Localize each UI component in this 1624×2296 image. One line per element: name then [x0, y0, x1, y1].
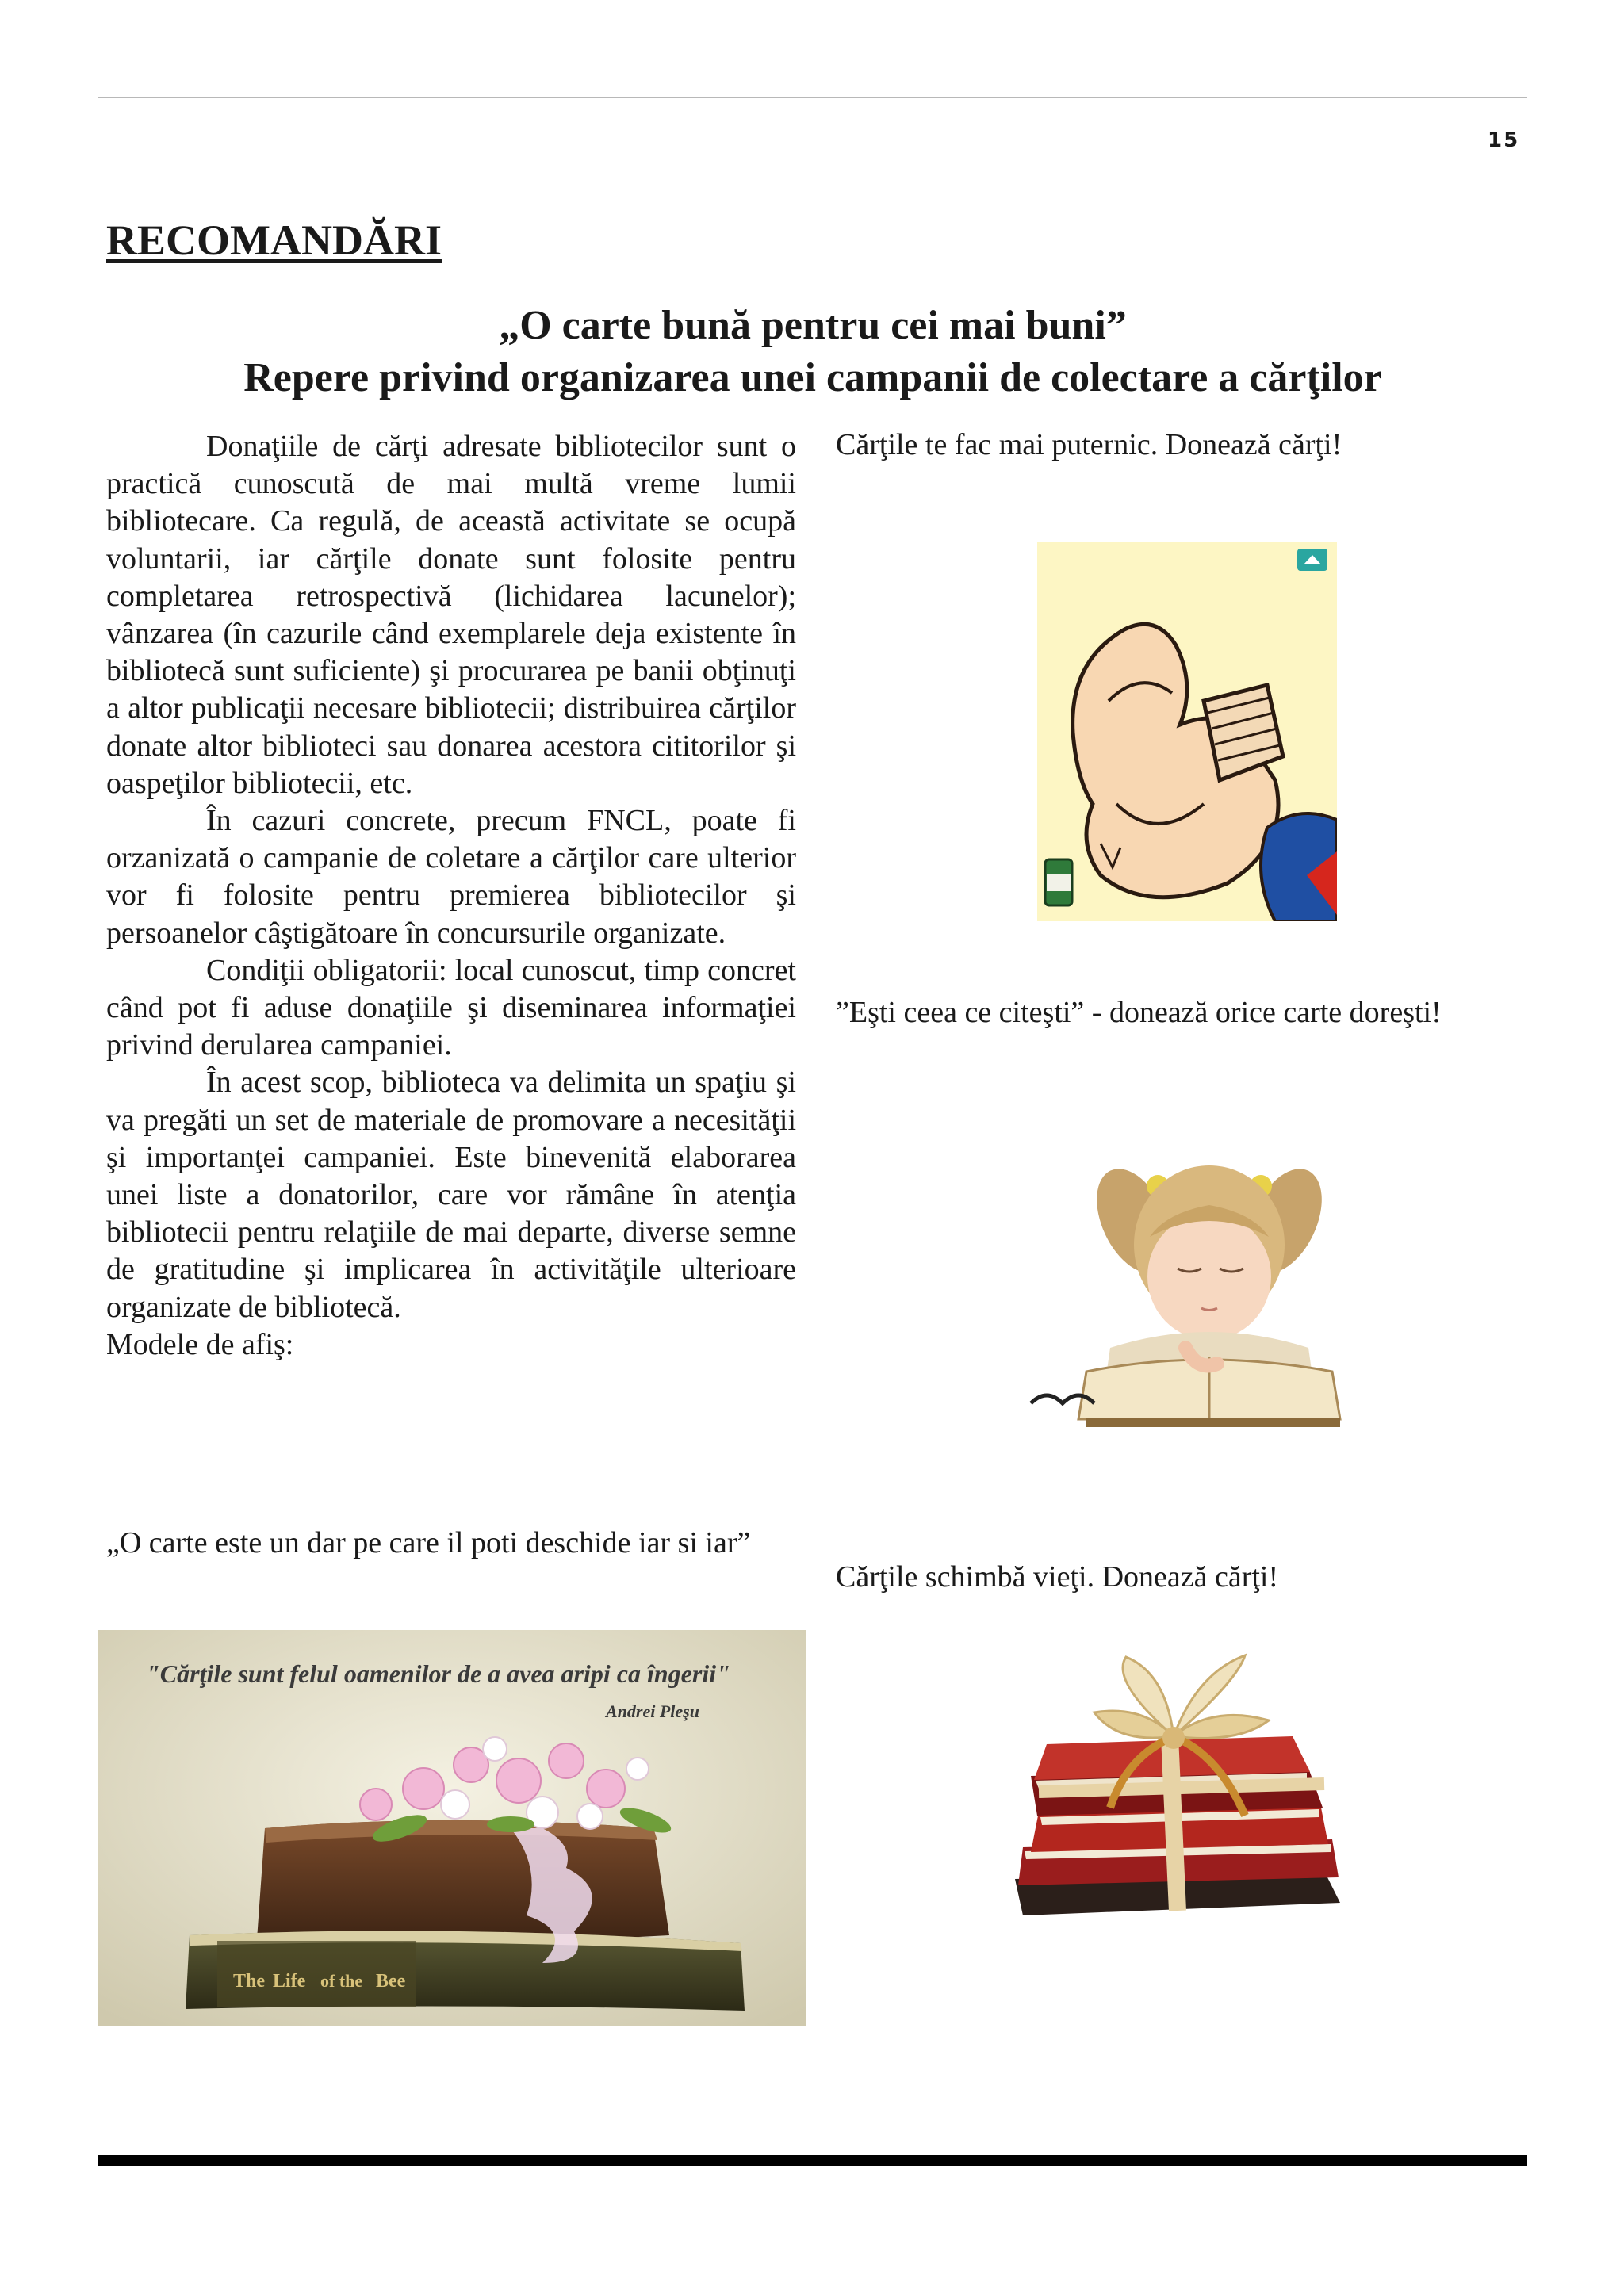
body-column — [106, 428, 796, 1364]
body-paragraph-3: Condiţii obligatorii: local cunoscut, timp concret când pot fi aduse donaţiile şi diseminarea informaţiei privind derularea campaniei. — [106, 953, 796, 1062]
title-line-1: „O carte bună pentru cei mai buni” — [499, 303, 1127, 348]
girl-reading-poster — [1015, 1150, 1394, 1435]
poster-quote-left: „O carte este un dar pe care il poti deschide iar si iar” — [106, 1526, 751, 1559]
body-paragraph-4: În acest scop, biblioteca va delimita un spaţiu şi va pregăti un set de materiale de promovare a necesităţii şi importanţei campaniei. Este binevenită elaborarea unei liste a donatorilor, care vor rămâne în atenţia bibliotecii pentru relaţiile de mai departe, diverse semne de gratitudine şi implicarea în activităţile ulterioare organizate de bibliotecă. — [106, 1066, 796, 1324]
book-spine-word-3: of the — [320, 1971, 363, 1991]
books-flowers-poster — [98, 1630, 806, 2026]
caption-strength: Cărţile te fac mai puternic. Donează cărţi! — [836, 428, 1342, 461]
section-heading: RECOMANDĂRI — [106, 216, 442, 264]
strong-arm-poster — [1037, 542, 1337, 921]
book-spine-word-1: The — [233, 1971, 266, 1992]
header-rule — [98, 97, 1527, 98]
caption-change: Cărţile schimbă vieţi. Donează cărţi! — [836, 1560, 1279, 1594]
poster-author-text: Andrei Pleşu — [606, 1701, 699, 1721]
book-spine-word-2: Life — [273, 1971, 306, 1992]
models-label: Modele de afiş: — [106, 1327, 294, 1361]
body-paragraph-2: În cazuri concrete, precum FNCL, poate fi orzanizată o campanie de coletare a cărţilor care ulterior vor fi folosite pentru premierea bibliotecilor şi persoanelor câştigătoare în concursurile organizate. — [106, 804, 796, 950]
gift-books-poster — [1007, 1649, 1364, 1923]
poster-quote-text: "Cărţile sunt felul oamenilor de a avea aripi ca îngerii" — [146, 1659, 730, 1688]
article-title — [98, 300, 1527, 404]
footer-rule — [98, 2155, 1527, 2166]
caption-read: ”Eşti ceea ce citeşti” - donează orice carte doreşti! — [836, 996, 1442, 1029]
body-paragraph-1: Donaţiile de cărţi adresate bibliotecilor sunt o practică cunoscută de mai multă vreme lumii bibliotecare. Ca regulă, de această activitate se ocupă voluntarii, iar cărţile donate sunt folosite pentru completarea retrospectivă (lichidarea lacunelor); vânzarea (în cazurile când exemplarele deja existente în bibliotecă sunt suficiente) şi procurarea pe banii obţinuţi a altor publicaţii necesare bibliotecii; distribuirea cărţilor donate altor biblioteci sau donarea acestora cititorilor şi oaspeţilor bibliotecii, etc. — [106, 430, 796, 800]
page-number: 15 — [1488, 128, 1520, 152]
book-spine-word-4: Bee — [376, 1971, 406, 1992]
title-line-2: Repere privind organizarea unei campanii de colectare a cărţilor — [243, 355, 1382, 400]
